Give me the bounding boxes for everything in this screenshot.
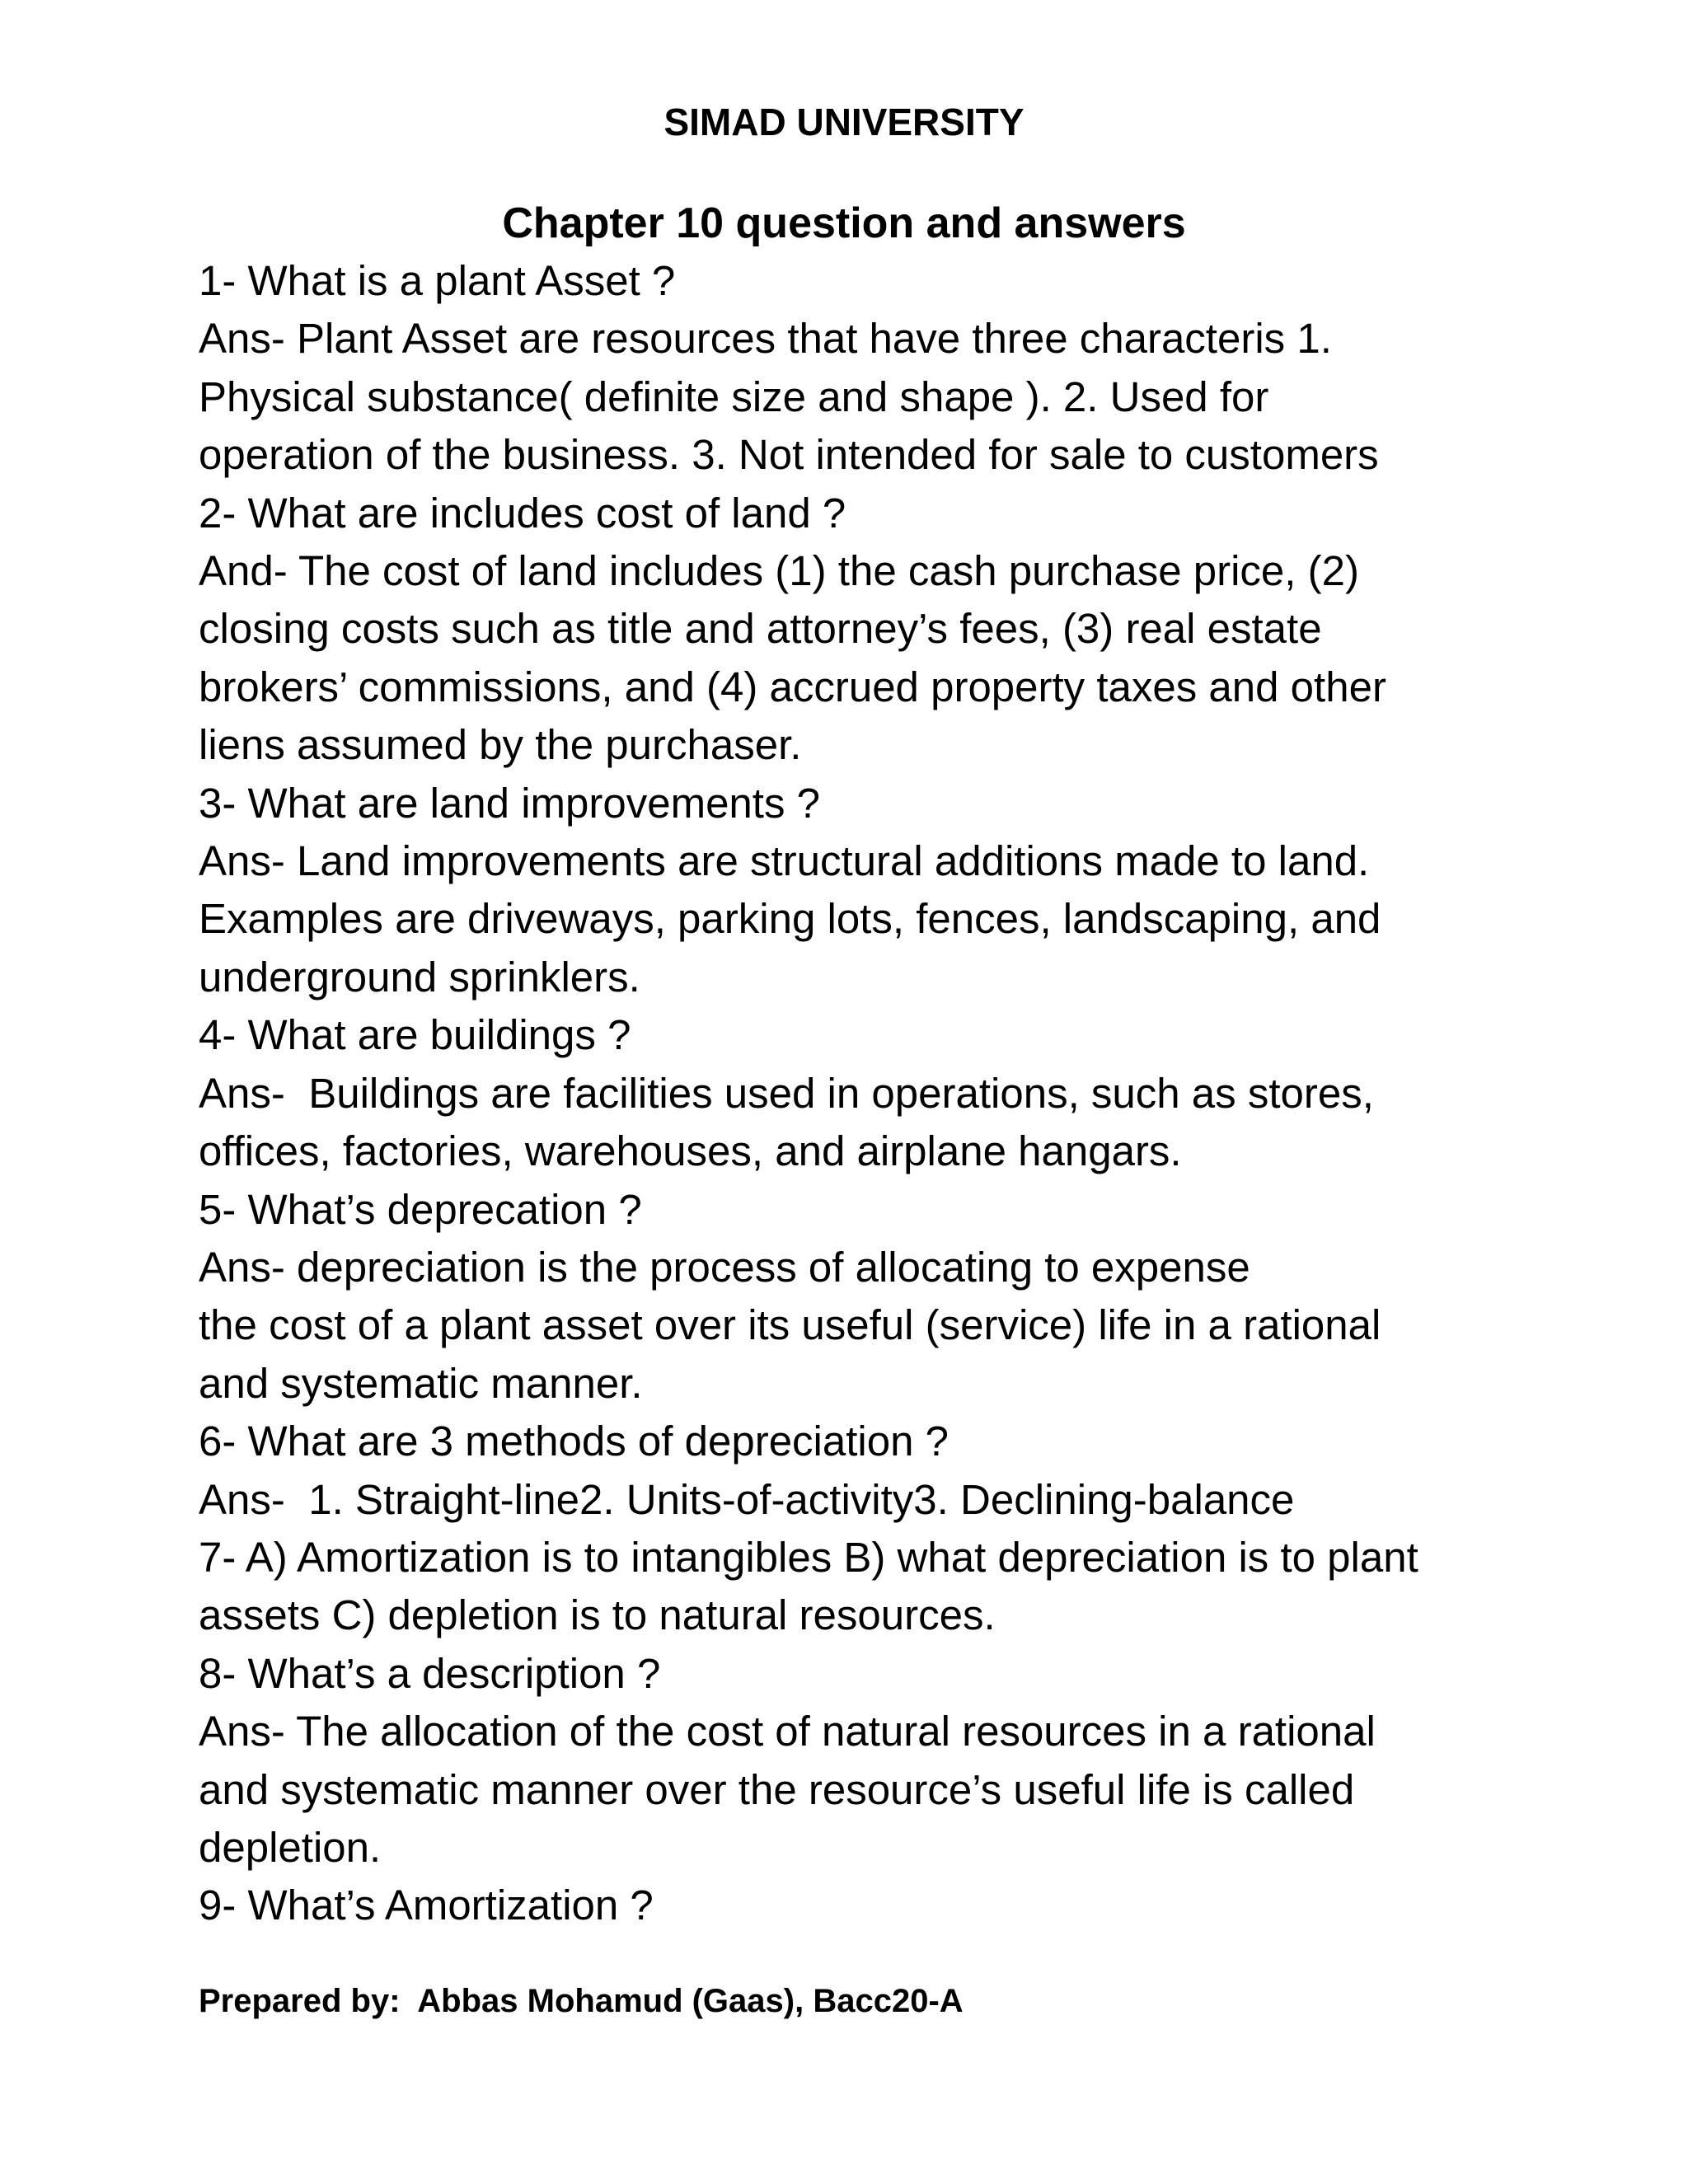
answer-1-line: operation of the business. 3. Not intended for sale to customers xyxy=(199,431,1379,479)
answer-1-line: Ans- Plant Asset are resources that have three characteris 1. xyxy=(199,315,1332,363)
prepared-by-footer: Prepared by: Abbas Mohamud (Gaas), Bacc20-A xyxy=(199,1983,964,2019)
question-9: 9- What’s Amortization ? xyxy=(199,1882,654,1929)
answer-5-line: Ans- depreciation is the process of allocating to expense xyxy=(199,1243,1250,1291)
answer-2-line: brokers’ commissions, and (4) accrued property taxes and other xyxy=(199,663,1386,710)
answer-5-line: and systematic manner. xyxy=(199,1359,643,1407)
question-1: 1- What is a plant Asset ? xyxy=(199,257,676,304)
answer-3-line: underground sprinklers. xyxy=(199,953,640,1001)
answer-1-line: Physical substance( definite size and shape ). 2. Used for xyxy=(199,373,1269,420)
answer-3-line: Ans- Land improvements are structural additions made to land. xyxy=(199,837,1370,885)
answer-6-line: Ans- 1. Straight-line2. Units-of-activity3. Declining-balance xyxy=(199,1475,1295,1523)
answer-8-line: and systematic manner over the resource’s useful life is called xyxy=(199,1765,1355,1813)
answer-2-line: And- The cost of land includes (1) the cash purchase price, (2) xyxy=(199,547,1359,595)
answer-2-line: closing costs such as title and attorney’s fees, (3) real estate xyxy=(199,605,1322,653)
answer-8-line: depletion. xyxy=(199,1823,382,1871)
answer-8-line: Ans- The allocation of the cost of natural resources in a rational xyxy=(199,1708,1376,1755)
question-8: 8- What’s a description ? xyxy=(199,1649,661,1697)
answer-2-line: liens assumed by the purchaser. xyxy=(199,721,802,769)
question-4: 4- What are buildings ? xyxy=(199,1011,631,1059)
answer-3-line: Examples are driveways, parking lots, fences, landscaping, and xyxy=(199,895,1381,943)
answer-5-line: the cost of a plant asset over its useful (service) life in a rational xyxy=(199,1301,1381,1349)
qa-body xyxy=(199,252,1534,1935)
chapter-title: Chapter 10 question and answers xyxy=(502,199,1186,247)
question-5: 5- What’s deprecation ? xyxy=(199,1185,642,1233)
question-7-line: assets C) depletion is to natural resources. xyxy=(199,1591,996,1639)
question-7-line: 7- A) Amortization is to intangibles B) what depreciation is to plant xyxy=(199,1533,1418,1581)
answer-4-line: offices, factories, warehouses, and airplane hangars. xyxy=(199,1127,1182,1175)
question-2: 2- What are includes cost of land ? xyxy=(199,489,846,537)
answer-4-line: Ans- Buildings are facilities used in operations, such as stores, xyxy=(199,1069,1374,1117)
question-6: 6- What are 3 methods of depreciation ? xyxy=(199,1418,950,1465)
institution-title: SIMAD UNIVERSITY xyxy=(663,101,1025,143)
question-3: 3- What are land improvements ? xyxy=(199,779,820,827)
